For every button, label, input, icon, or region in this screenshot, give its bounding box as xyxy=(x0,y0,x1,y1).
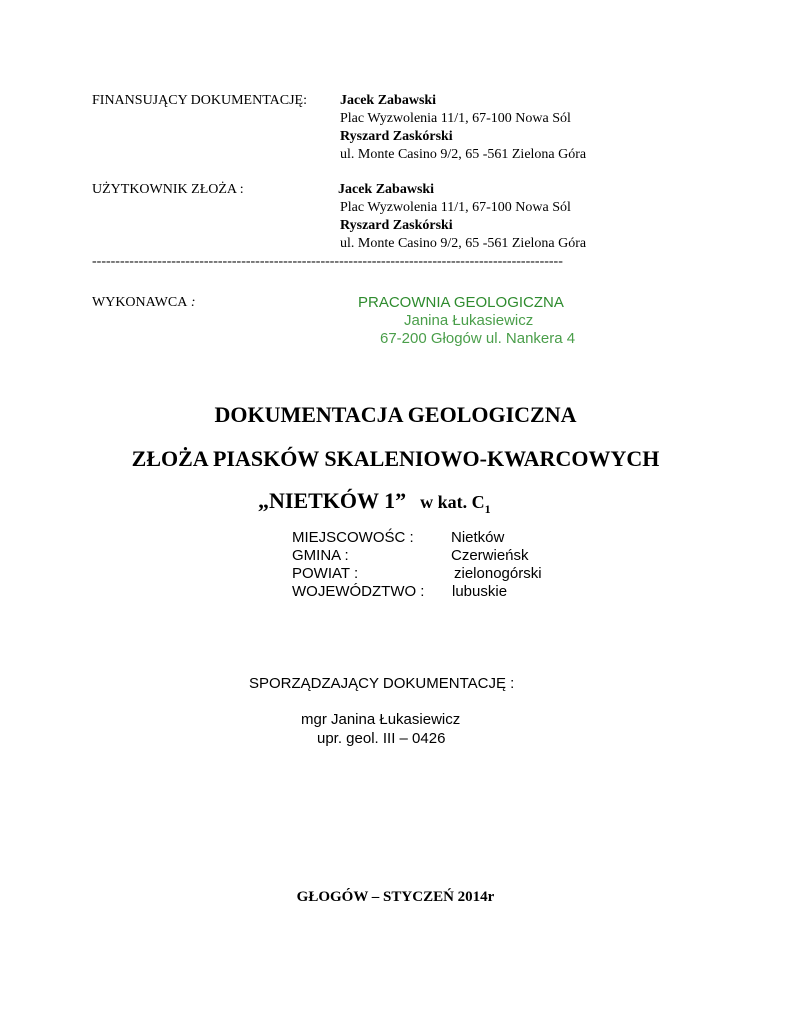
contractor-person: Janina Łukasiewicz xyxy=(404,312,534,329)
deposit-category: w kat. C xyxy=(420,492,485,512)
location-value-commune: Czerwieńsk xyxy=(451,547,529,564)
location-label-voivodeship: WOJEWÓDZTWO : xyxy=(292,583,425,600)
user-address-1: Plac Wyzwolenia 11/1, 67-100 Nowa Sól xyxy=(340,200,571,215)
contractor-company: PRACOWNIA GEOLOGICZNA xyxy=(358,294,564,311)
financing-address-1: Plac Wyzwolenia 11/1, 67-100 Nowa Sól xyxy=(340,111,571,126)
contractor-label: WYKONAWCA : xyxy=(92,295,196,310)
contractor-address: 67-200 Głogów ul. Nankera 4 xyxy=(380,330,576,347)
user-address-2: ul. Monte Casino 9/2, 65 -561 Zielona Góra xyxy=(340,236,587,251)
user-name-1: Jacek Zabawski xyxy=(338,182,435,197)
document-subtitle: ZŁOŻA PIASKÓW SKALENIOWO-KWARCOWYCH xyxy=(131,446,660,471)
financing-name-2: Ryszard Zaskórski xyxy=(340,129,453,144)
location-label-commune: GMINA : xyxy=(292,547,349,564)
footer-place-date: GŁOGÓW – STYCZEŃ 2014r xyxy=(296,889,495,905)
location-value-voivodeship: lubuskie xyxy=(452,583,508,600)
location-value-town: Nietków xyxy=(451,529,505,546)
document-title: DOKUMENTACJA GEOLOGICZNA xyxy=(214,402,577,427)
financing-address-2: ul. Monte Casino 9/2, 65 -561 Zielona Góra xyxy=(340,147,587,162)
author-license: upr. geol. III – 0426 xyxy=(317,730,446,747)
deposit-name: „NIETKÓW 1” w kat. $C_1$ xyxy=(258,488,491,516)
deposit-category-sub: 1 xyxy=(484,502,491,516)
financing-name-1: Jacek Zabawski xyxy=(340,93,437,108)
location-label-town: MIEJSCOWOŚC : xyxy=(292,529,414,546)
user-label: UŻYTKOWNIK ZŁOŻA : xyxy=(92,182,244,197)
location-value-county: zielonogórski xyxy=(454,565,542,582)
separator-line: ----------------------------------------------------------------------------------------------------- xyxy=(92,254,563,269)
author-label: SPORZĄDZAJĄCY DOKUMENTACJĘ : xyxy=(249,675,515,692)
financing-label: FINANSUJĄCY DOKUMENTACJĘ: xyxy=(92,93,307,108)
location-label-county: POWIAT : xyxy=(292,565,359,582)
author-name: mgr Janina Łukasiewicz xyxy=(301,711,461,728)
user-name-2: Ryszard Zaskórski xyxy=(340,218,453,233)
